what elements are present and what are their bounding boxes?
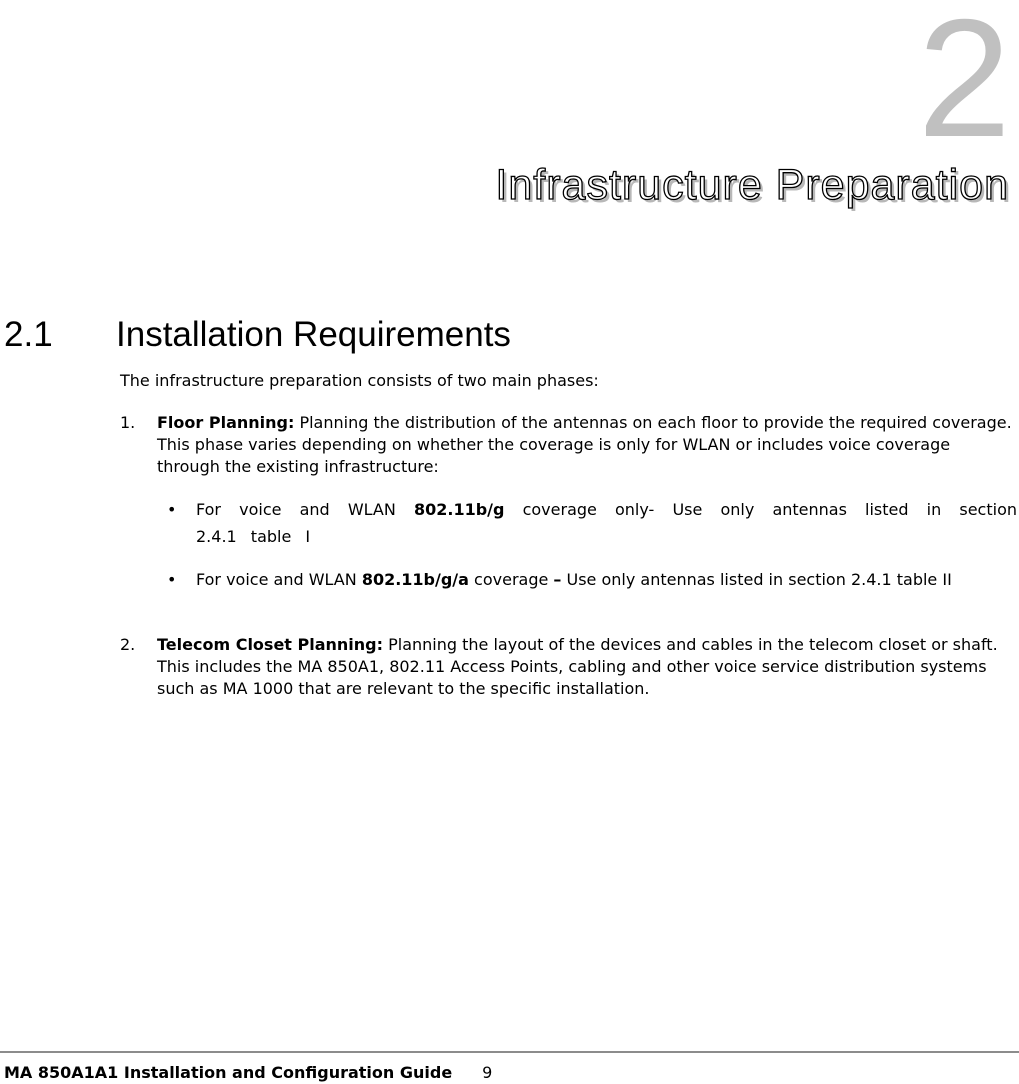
phase-text: Planning the distribution of the antennas on each floor to provide the required coverage. This phase varies depending on whether the coverage is only for WLAN or includes voice coverage through the existing infrastructure:: [157, 413, 1012, 476]
bullet-standard: 802.11b/g/a: [361, 570, 469, 589]
bullet-text: [196, 568, 1017, 592]
bullet-text-pre: For voice and WLAN: [196, 570, 362, 589]
bullet-dash: –: [553, 570, 562, 589]
bullet-icon: •: [167, 570, 177, 589]
bullet-text-post: coverage only- Use only antennas listed in section 2.4.1 table I: [196, 500, 1018, 546]
footer-divider: [0, 1051, 1019, 1053]
footer-page-number: 9: [482, 1063, 493, 1082]
phase-lead: Floor Planning:: [157, 413, 295, 432]
chapter-title: Infrastructure Preparation: [495, 161, 1009, 209]
page-footer: [4, 1063, 492, 1083]
phase-number: 2.: [120, 635, 136, 654]
phase-text: Planning the layout of the devices and cables in the telecom closet or shaft. This includes the MA 850A1, 802.11 Access Points, cabling and other voice service distribution systems such as MA 1000 that are relevant to the specific installation.: [157, 635, 998, 698]
bullet-item: [157, 496, 1017, 550]
bullet-text-mid: coverage: [468, 570, 554, 589]
phase-item-telecom-closet-planning: [120, 634, 1016, 700]
bullet-text-post: Use only antennas listed in section 2.4.1 table II: [561, 570, 952, 589]
section-number: 2.1: [4, 315, 53, 354]
phase-item-floor-planning: [120, 412, 1016, 478]
bullet-text-pre: For voice and WLAN: [196, 500, 414, 519]
chapter-number: 2: [917, 0, 1011, 172]
bullet-icon: •: [167, 500, 177, 519]
bullet-item: [157, 568, 1017, 592]
bullet-standard: 802.11b/g: [413, 500, 505, 519]
bullet-text: [196, 496, 1017, 550]
section-title: Installation Requirements: [116, 315, 511, 354]
section-heading: [4, 314, 511, 356]
phase-number: 1.: [120, 413, 136, 432]
footer-guide-title: MA 850A1A1 Installation and Configuration Guide: [4, 1063, 453, 1082]
phase-lead: Telecom Closet Planning:: [157, 635, 384, 654]
intro-paragraph: The infrastructure preparation consists of two main phases:: [120, 371, 599, 390]
